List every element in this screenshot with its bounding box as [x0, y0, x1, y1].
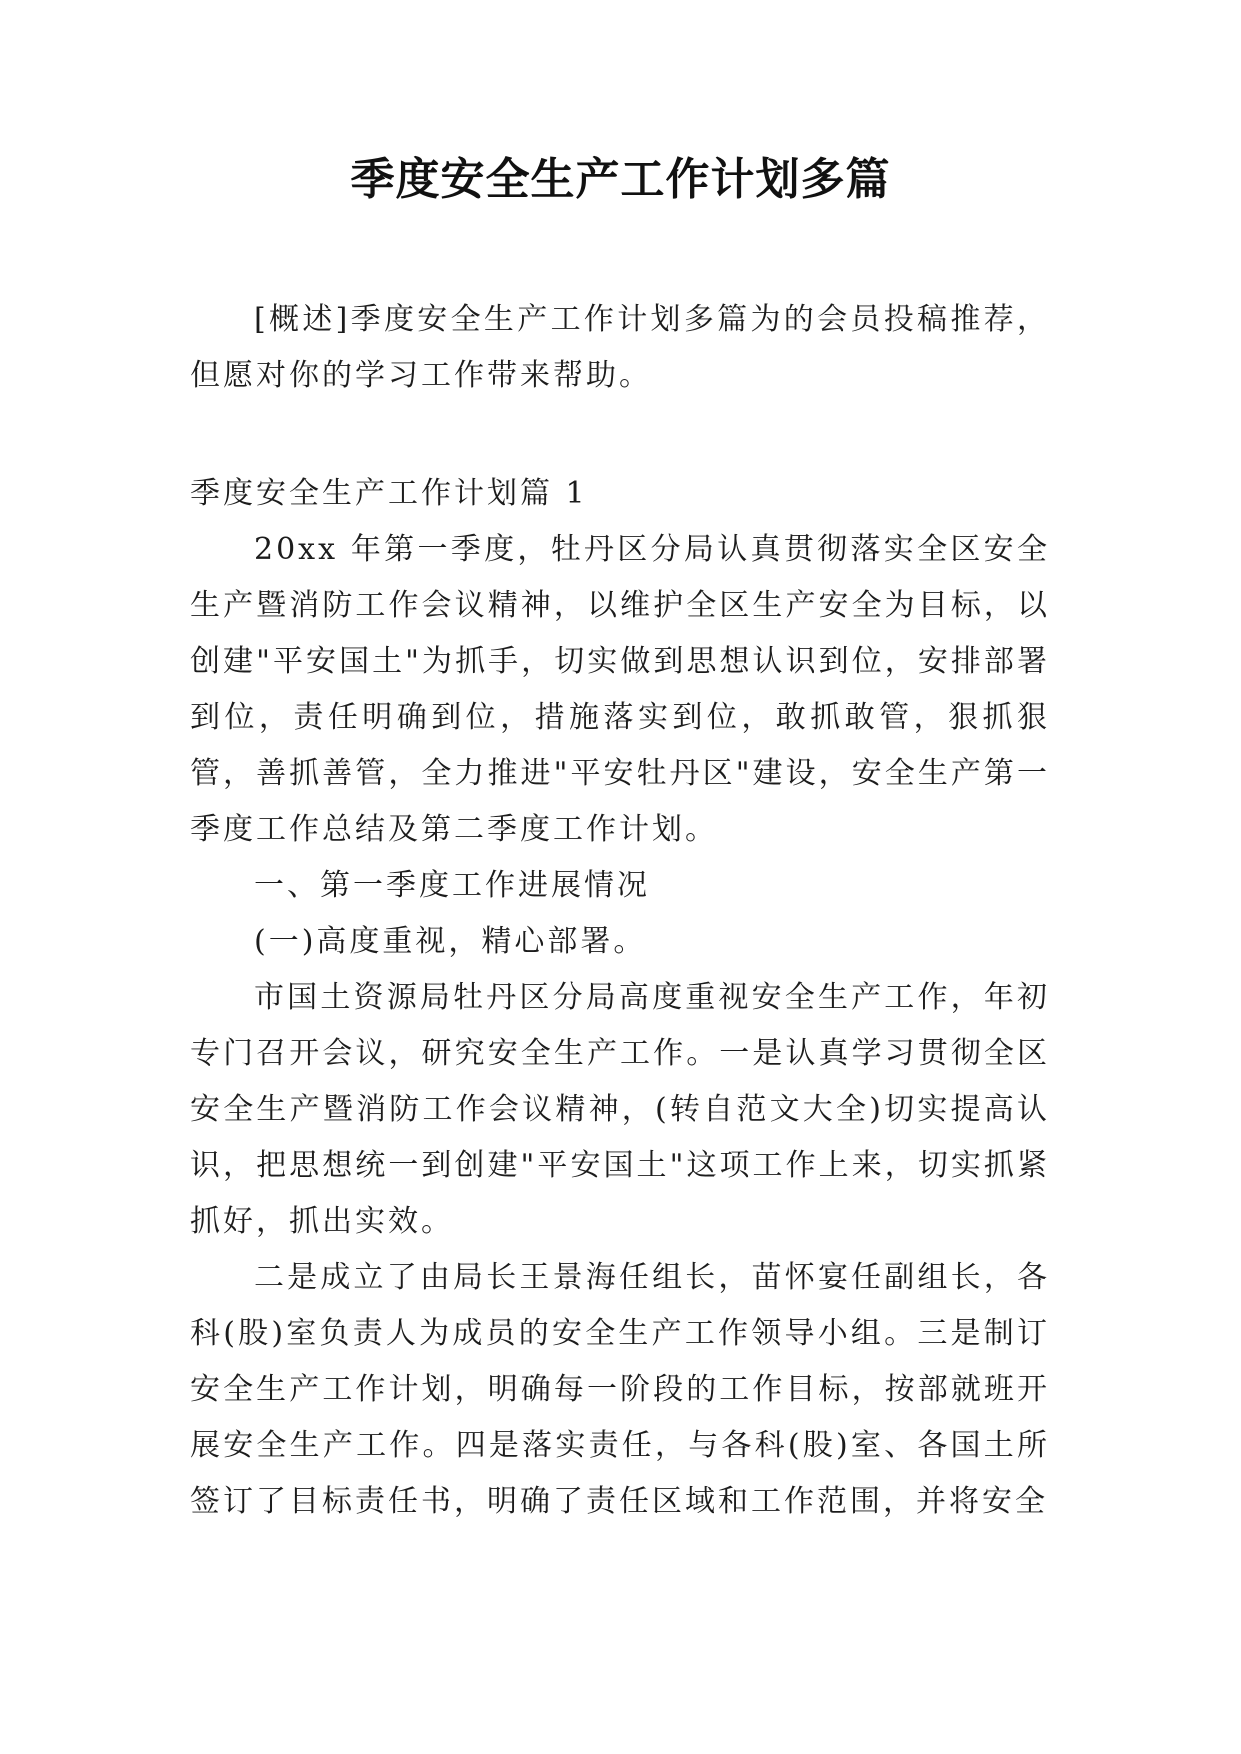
- body-paragraph: 20xx 年第一季度，牡丹区分局认真贯彻落实全区安全生产暨消防工作会议精神，以维护全区生产安全为目标，以创建"平安国土"为抓手，切实做到思想认识到位，安排部署到位，责任明确到位，措施落实到位，敢抓敢管，狠抓狠管，善抓善管，全力推进"平安牡丹区"建设，安全生产第一季度工作总结及第二季度工作计划。: [190, 532, 1050, 847]
- subsection-heading: 一、第一季度工作进展情况: [254, 868, 650, 903]
- body-paragraph: 市国土资源局牡丹区分局高度重视安全生产工作，年初专门召开会议，研究安全生产工作。一是认真学习贯彻全区安全生产暨消防工作会议精神，(转自范文大全)切实提高认识，把思想统一到创建"平安国土"这项工作上来，切实抓紧抓好，抓出实效。: [190, 980, 1050, 1239]
- summary-paragraph: [概述]季度安全生产工作计划多篇为的会员投稿推荐，但愿对你的学习工作带来帮助。: [190, 302, 1050, 393]
- document-body: [190, 522, 1050, 1530]
- subsection-heading: (一)高度重视，精心部署。: [254, 924, 647, 959]
- document-title: 季度安全生产工作计划多篇: [350, 154, 891, 205]
- body-paragraph: 二是成立了由局长王景海任组长，苗怀宴任副组长，各科(股)室负责人为成员的安全生产工作领导小组。三是制订安全生产工作计划，明确每一阶段的工作目标，按部就班开展安全生产工作。四是落实责任，与各科(股)室、各国土所签订了目标责任书，明确了责任区域和工作范围，并将安全: [190, 1260, 1050, 1519]
- section-heading: 季度安全生产工作计划篇 1: [190, 476, 588, 511]
